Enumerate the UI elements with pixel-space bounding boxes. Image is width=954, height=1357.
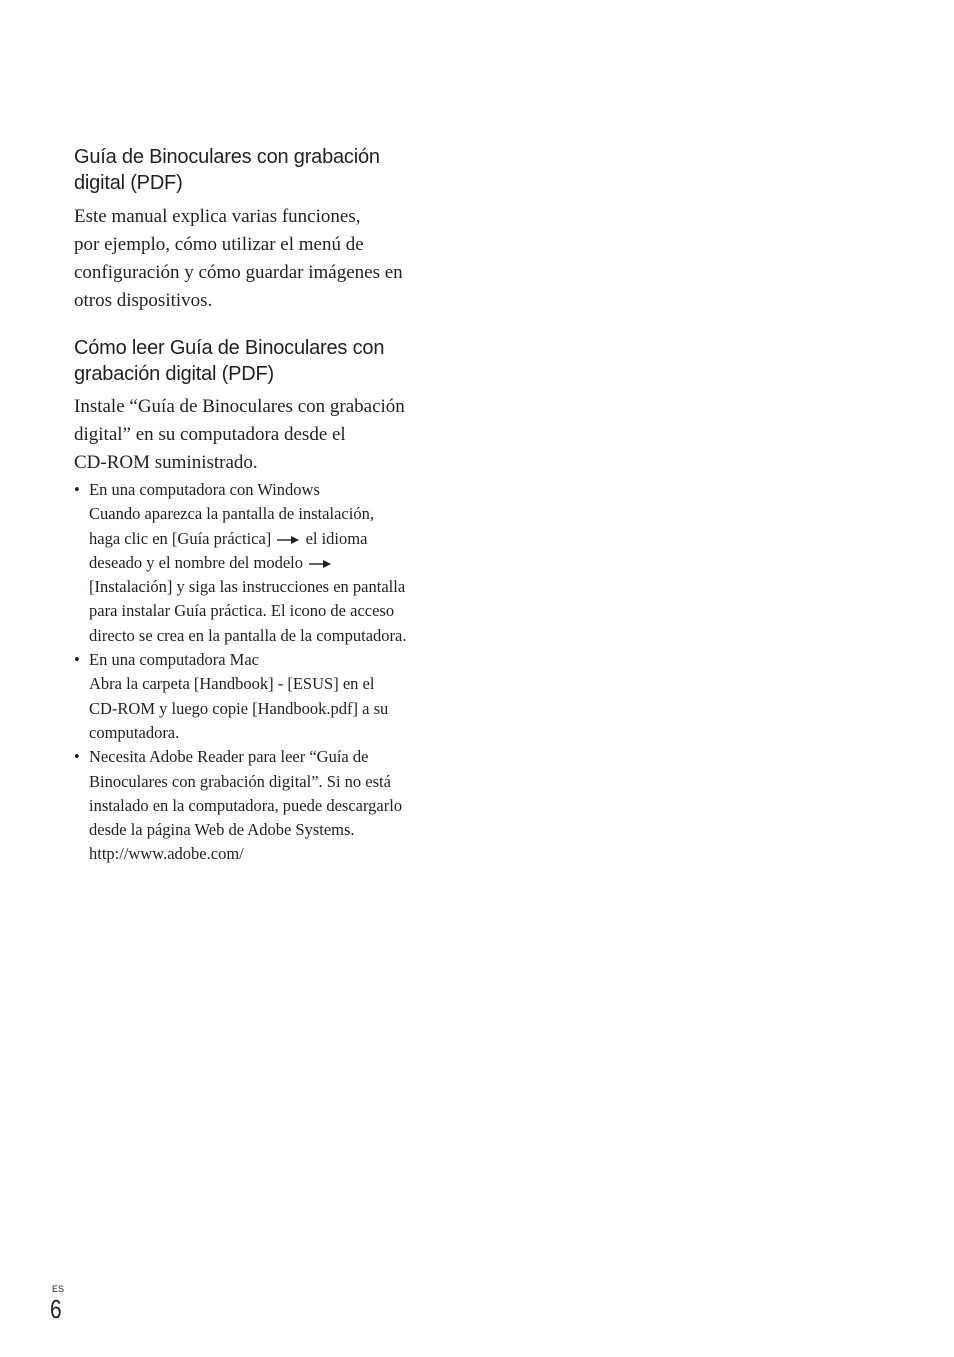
list-item-line: Necesita Adobe Reader para leer “Guía de: [89, 747, 369, 767]
list-item-line: [89, 551, 454, 575]
notes-list: [74, 478, 454, 867]
list-item-line: En una computadora con Windows: [89, 480, 320, 499]
list-item-line: Abra la carpeta [Handbook] - [ESUS] en el: [89, 674, 375, 694]
list-item-mac: [74, 648, 454, 745]
paragraph-line: digital” en su computadora desde el: [74, 424, 346, 445]
adobe-url: http://www.adobe.com/: [89, 844, 244, 864]
heading-line: grabación digital (PDF): [74, 363, 274, 385]
paragraph-line: otros dispositivos.: [74, 290, 213, 311]
arrow-right-icon: [277, 535, 299, 545]
list-item-line: Cuando aparezca la pantalla de instalación,: [89, 504, 374, 524]
list-item-line: En una computadora Mac: [89, 650, 259, 670]
paragraph-line: Instale “Guía de Binoculares con grabación: [74, 396, 405, 417]
list-item-line: Binoculares con grabación digital”. Si no está: [89, 771, 391, 791]
section-paragraph-install: [74, 393, 454, 477]
page-language-code: ES: [52, 1284, 65, 1294]
list-item-line: para instalar Guía práctica. El icono de acceso: [89, 601, 395, 621]
list-item-line: instalado en la computadora, puede descargarlo: [89, 795, 403, 815]
list-item-line: [89, 527, 454, 551]
list-item-line: desde la página Web de Adobe Systems.: [89, 820, 355, 840]
paragraph-line: Este manual explica varias funciones,: [74, 206, 361, 227]
paragraph-line: CD-ROM suministrado.: [74, 452, 258, 473]
list-item-text: el idioma: [305, 528, 368, 548]
section-heading-how-to-read: [74, 335, 454, 387]
list-item-windows: [74, 478, 454, 648]
arrow-right-icon: [309, 559, 331, 569]
paragraph-line: configuración y cómo guardar imágenes en: [74, 262, 403, 283]
paragraph-line: por ejemplo, cómo utilizar el menú de: [74, 234, 364, 255]
page-number: 6: [50, 1294, 62, 1324]
heading-line: Guía de Binoculares con grabación: [74, 146, 380, 168]
list-item-adobe-reader: [74, 745, 454, 866]
heading-line: Cómo leer Guía de Binoculares con: [74, 337, 385, 359]
section-heading-guide: [74, 144, 454, 196]
bullet-icon: •: [74, 650, 80, 670]
list-item-line: directo se crea en la pantalla de la computadora.: [89, 625, 407, 645]
section-paragraph-guide: [74, 203, 454, 315]
list-item-line: CD-ROM y luego copie [Handbook.pdf] a su: [89, 698, 389, 718]
bullet-icon: •: [74, 747, 80, 767]
content-column: [74, 144, 454, 867]
list-item-text: haga clic en [Guía práctica]: [89, 528, 272, 548]
heading-line: digital (PDF): [74, 172, 183, 194]
list-item-line: computadora.: [89, 722, 180, 742]
list-item-line: [Instalación] y siga las instrucciones en pantalla: [89, 577, 406, 597]
list-item-text: deseado y el nombre del modelo: [89, 552, 303, 572]
bullet-icon: •: [74, 480, 80, 499]
